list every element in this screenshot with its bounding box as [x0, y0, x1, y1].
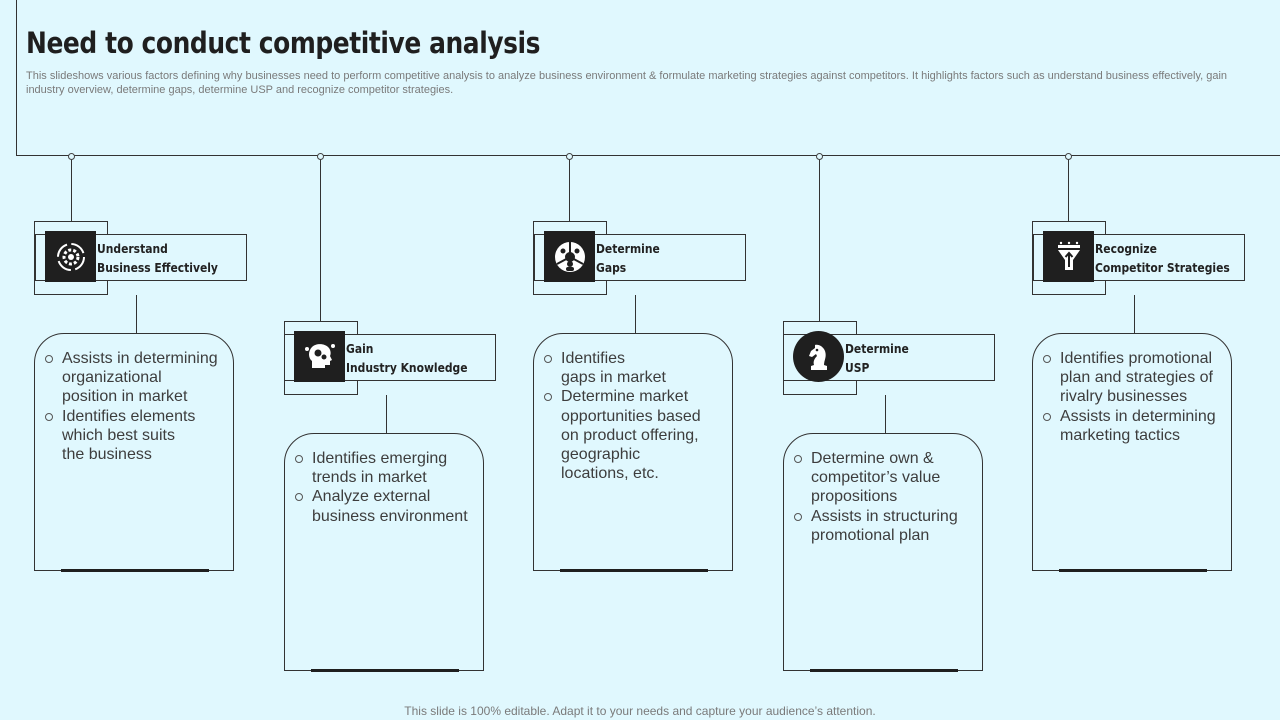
- card-base-bar: [560, 569, 708, 572]
- timeline-node: [68, 153, 75, 160]
- slide-title: Need to conduct competitive analysis: [26, 26, 541, 60]
- step-card: [34, 333, 234, 571]
- bullet-item: Assists in determining marketing tactics: [1042, 407, 1232, 445]
- step-label: [845, 339, 909, 377]
- card-base-bar: [1059, 569, 1207, 572]
- step-label-line1: Gain: [346, 341, 374, 356]
- step-label-line1: Determine: [596, 241, 660, 256]
- step-label-line2: Business Effectively: [97, 260, 218, 275]
- card-base-bar: [810, 669, 958, 672]
- step-card: [783, 433, 983, 671]
- bullet-item: Identifies elements which best suits the business: [44, 407, 234, 465]
- bullet-item: Assists in determining organizational position in market: [44, 349, 234, 407]
- connector: [1134, 295, 1135, 333]
- bullet-item: Identifies emerging trends in market: [294, 449, 484, 487]
- strategy-funnel-icon: [1043, 231, 1094, 282]
- card-base-bar: [61, 569, 209, 572]
- step-card: [533, 333, 733, 571]
- step-label: [596, 239, 660, 277]
- connector: [386, 395, 387, 433]
- connector: [819, 159, 820, 322]
- head-gears-icon: [294, 331, 345, 382]
- bullet-item: Determine own & competitor’s value propositions: [793, 449, 983, 507]
- connector: [71, 159, 72, 222]
- connector: [320, 159, 321, 322]
- slide-footer: This slide is 100% editable. Adapt it to your needs and capture your audience’s attention.: [404, 704, 876, 718]
- bullet-item: Assists in structuring promotional plan: [793, 507, 983, 545]
- bullet-list: [294, 449, 484, 526]
- step-label-line2: Gaps: [596, 260, 627, 275]
- bullet-item: Determine market opportunities based on product offering, geographic locations, etc.: [543, 387, 733, 483]
- step-label-line1: Recognize: [1095, 241, 1157, 256]
- slide-subtitle: This slideshows various factors defining why businesses need to perform competitive analysis to analyze business environment & formulate marketing strategies against competitors. It highlights factors such as understand business effectively, gain industry overview, determine gaps, determine USP and recognize competitor strategies.: [26, 70, 1228, 96]
- card-base-bar: [311, 669, 459, 672]
- step-label: [346, 339, 468, 377]
- step-card: [1032, 333, 1232, 571]
- bullet-item: Identifies promotional plan and strategies of rivalry businesses: [1042, 349, 1232, 407]
- bullet-list: [793, 449, 983, 545]
- step-label: [97, 239, 218, 277]
- bullet-item: Identifies gaps in market: [543, 349, 733, 387]
- bullet-list: [543, 349, 733, 483]
- timeline-node: [1065, 153, 1072, 160]
- step-label-line2: USP: [845, 360, 870, 375]
- timeline-node: [317, 153, 324, 160]
- connector: [635, 295, 636, 333]
- gear-cycle-icon: [45, 231, 96, 282]
- timeline-node: [566, 153, 573, 160]
- bullet-item: Analyze external business environment: [294, 487, 484, 525]
- step-label-line2: Industry Knowledge: [346, 360, 468, 375]
- connector: [885, 395, 886, 433]
- connector: [569, 159, 570, 222]
- connector: [136, 295, 137, 333]
- step-card: [284, 433, 484, 671]
- bullet-list: [44, 349, 234, 464]
- step-label-line2: Competitor Strategies: [1095, 260, 1230, 275]
- step-label: [1095, 239, 1230, 277]
- pie-people-icon: [544, 231, 595, 282]
- connector: [1068, 159, 1069, 222]
- step-label-line1: Determine: [845, 341, 909, 356]
- bullet-list: [1042, 349, 1232, 445]
- left-frame-line: [16, 0, 17, 156]
- step-label-line1: Understand: [97, 241, 168, 256]
- timeline-line: [16, 155, 1280, 156]
- timeline-node: [816, 153, 823, 160]
- chess-knight-icon: [793, 331, 844, 382]
